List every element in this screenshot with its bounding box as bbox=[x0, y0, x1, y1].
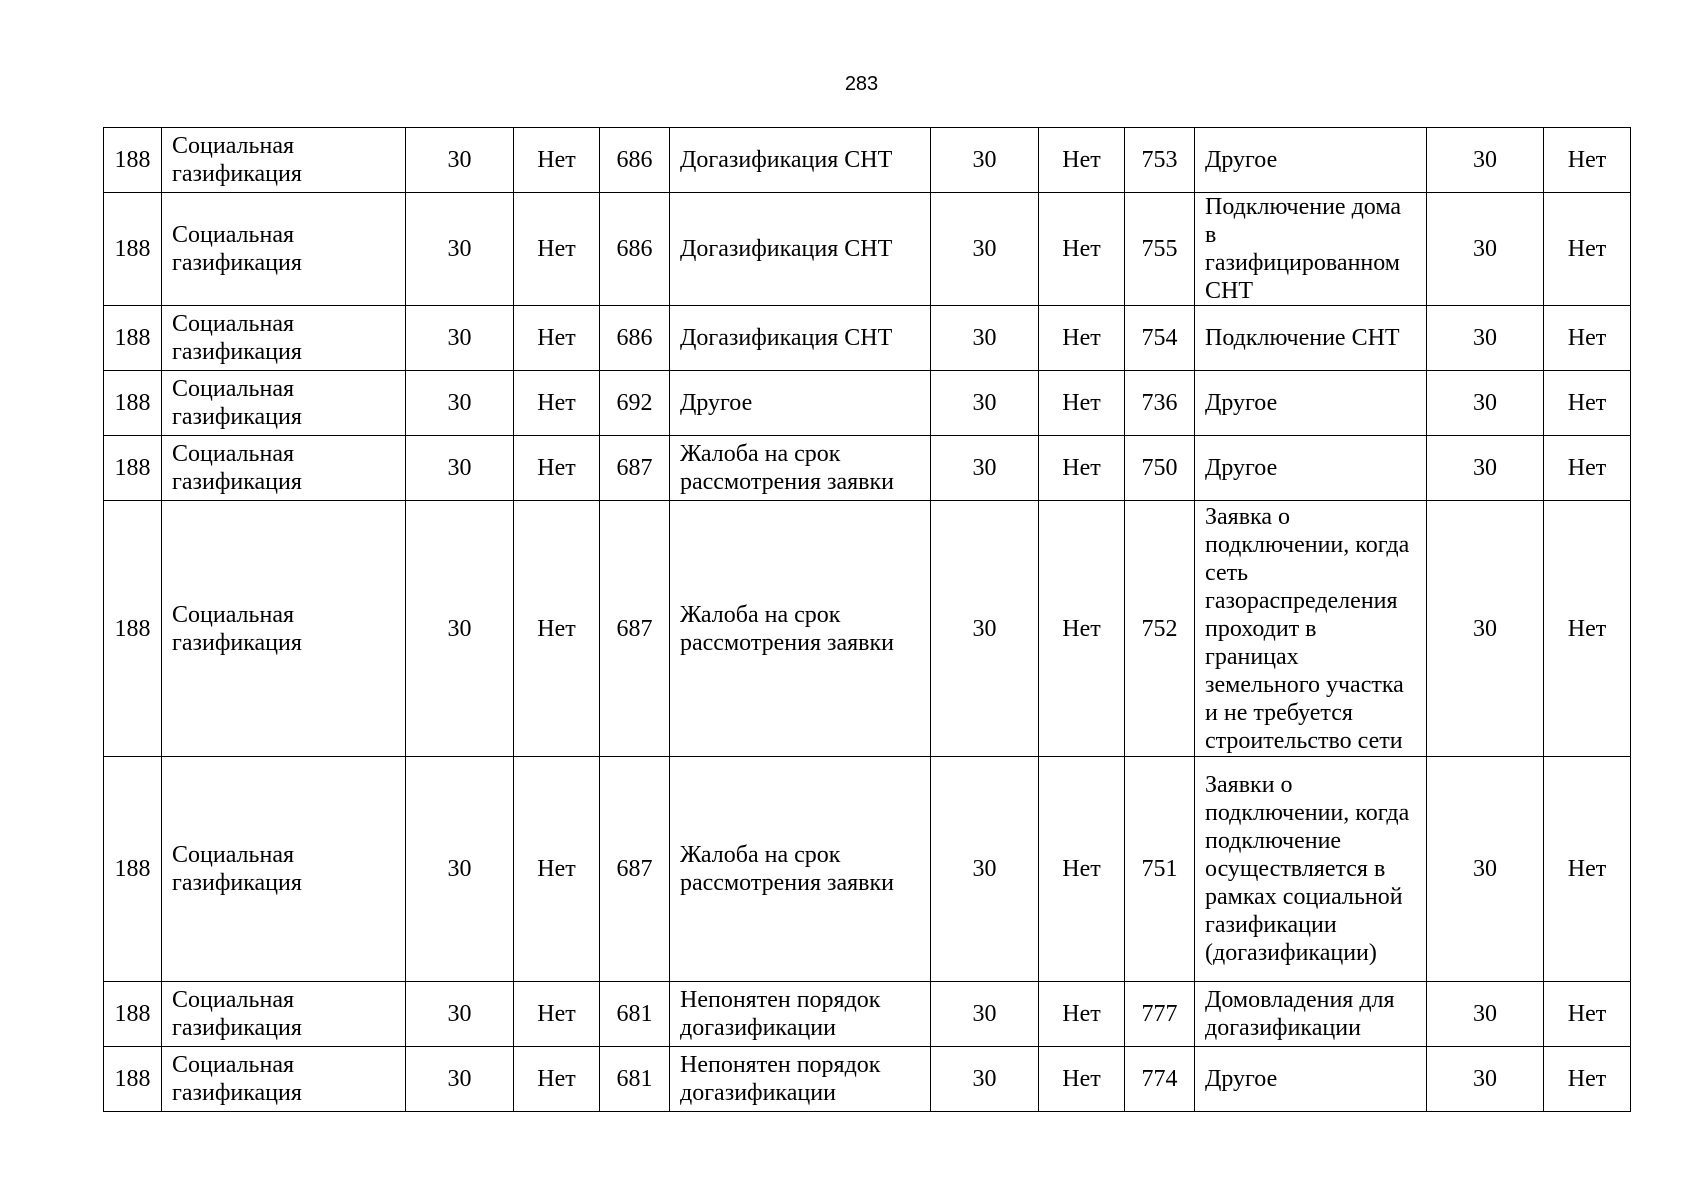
topic-flag: Нет bbox=[1039, 371, 1125, 436]
topic-flag: Нет bbox=[1039, 128, 1125, 193]
subtopic-days: 30 bbox=[1427, 306, 1544, 371]
category-flag: Нет bbox=[514, 306, 600, 371]
topic-flag: Нет bbox=[1039, 436, 1125, 501]
subtopic-days: 30 bbox=[1427, 757, 1544, 982]
category-code: 188 bbox=[104, 193, 162, 306]
subtopic-name: Домовладения для догазификации bbox=[1195, 982, 1427, 1047]
category-flag: Нет bbox=[514, 757, 600, 982]
category-flag: Нет bbox=[514, 371, 600, 436]
topic-code: 681 bbox=[600, 982, 670, 1047]
topic-flag: Нет bbox=[1039, 193, 1125, 306]
subtopic-code: 755 bbox=[1125, 193, 1195, 306]
category-days: 30 bbox=[406, 501, 514, 757]
topic-flag: Нет bbox=[1039, 501, 1125, 757]
category-days: 30 bbox=[406, 128, 514, 193]
category-name: Социальная газификация bbox=[162, 982, 406, 1047]
subtopic-days: 30 bbox=[1427, 982, 1544, 1047]
topic-name: Жалоба на срок рассмотрения заявки bbox=[670, 436, 931, 501]
table-row bbox=[104, 501, 1631, 757]
category-code: 188 bbox=[104, 436, 162, 501]
topic-flag: Нет bbox=[1039, 757, 1125, 982]
subtopic-flag: Нет bbox=[1544, 982, 1631, 1047]
subtopic-name: Другое bbox=[1195, 371, 1427, 436]
topic-name: Жалоба на срок рассмотрения заявки bbox=[670, 501, 931, 757]
topic-code: 686 bbox=[600, 193, 670, 306]
table-row bbox=[104, 1047, 1631, 1112]
category-name: Социальная газификация bbox=[162, 128, 406, 193]
table-row bbox=[104, 371, 1631, 436]
subtopic-days: 30 bbox=[1427, 1047, 1544, 1112]
category-days: 30 bbox=[406, 1047, 514, 1112]
topic-name: Непонятен порядок догазификации bbox=[670, 982, 931, 1047]
page-number: 283 bbox=[844, 73, 879, 95]
topic-name: Другое bbox=[670, 371, 931, 436]
category-code: 188 bbox=[104, 1047, 162, 1112]
subtopic-flag: Нет bbox=[1544, 128, 1631, 193]
table-row bbox=[104, 982, 1631, 1047]
classification-table bbox=[103, 127, 1631, 1112]
topic-name: Жалоба на срок рассмотрения заявки bbox=[670, 757, 931, 982]
subtopic-name: Подключение дома в газифицированном СНТ bbox=[1195, 193, 1427, 306]
subtopic-code: 754 bbox=[1125, 306, 1195, 371]
topic-code: 686 bbox=[600, 128, 670, 193]
subtopic-flag: Нет bbox=[1544, 757, 1631, 982]
topic-days: 30 bbox=[931, 193, 1039, 306]
category-flag: Нет bbox=[514, 436, 600, 501]
table-row bbox=[104, 193, 1631, 306]
subtopic-days: 30 bbox=[1427, 436, 1544, 501]
topic-flag: Нет bbox=[1039, 982, 1125, 1047]
topic-name: Догазификация СНТ bbox=[670, 306, 931, 371]
category-flag: Нет bbox=[514, 982, 600, 1047]
category-days: 30 bbox=[406, 371, 514, 436]
subtopic-name: Заявка о подключении, когда сеть газораспределения проходит в границах земельного участка и не требуется строительство сети bbox=[1195, 501, 1427, 757]
category-days: 30 bbox=[406, 306, 514, 371]
subtopic-flag: Нет bbox=[1544, 436, 1631, 501]
subtopic-days: 30 bbox=[1427, 501, 1544, 757]
topic-code: 692 bbox=[600, 371, 670, 436]
category-flag: Нет bbox=[514, 1047, 600, 1112]
category-flag: Нет bbox=[514, 193, 600, 306]
topic-code: 687 bbox=[600, 501, 670, 757]
subtopic-days: 30 bbox=[1427, 193, 1544, 306]
subtopic-flag: Нет bbox=[1544, 371, 1631, 436]
subtopic-flag: Нет bbox=[1544, 306, 1631, 371]
table-row bbox=[104, 128, 1631, 193]
subtopic-flag: Нет bbox=[1544, 501, 1631, 757]
subtopic-name: Другое bbox=[1195, 128, 1427, 193]
topic-days: 30 bbox=[931, 982, 1039, 1047]
topic-days: 30 bbox=[931, 371, 1039, 436]
category-code: 188 bbox=[104, 501, 162, 757]
topic-code: 687 bbox=[600, 757, 670, 982]
category-name: Социальная газификация bbox=[162, 436, 406, 501]
topic-name: Догазификация СНТ bbox=[670, 193, 931, 306]
subtopic-days: 30 bbox=[1427, 128, 1544, 193]
topic-code: 687 bbox=[600, 436, 670, 501]
category-days: 30 bbox=[406, 193, 514, 306]
topic-code: 686 bbox=[600, 306, 670, 371]
topic-flag: Нет bbox=[1039, 1047, 1125, 1112]
topic-name: Непонятен порядок догазификации bbox=[670, 1047, 931, 1112]
topic-days: 30 bbox=[931, 128, 1039, 193]
topic-days: 30 bbox=[931, 757, 1039, 982]
category-code: 188 bbox=[104, 306, 162, 371]
subtopic-code: 777 bbox=[1125, 982, 1195, 1047]
subtopic-name: Заявки о подключении, когда подключение осуществляется в рамках социальной газификации (догазификации) bbox=[1195, 757, 1427, 982]
topic-name: Догазификация СНТ bbox=[670, 128, 931, 193]
topic-days: 30 bbox=[931, 1047, 1039, 1112]
category-name: Социальная газификация bbox=[162, 193, 406, 306]
category-days: 30 bbox=[406, 436, 514, 501]
topic-days: 30 bbox=[931, 306, 1039, 371]
table-row bbox=[104, 436, 1631, 501]
subtopic-name: Другое bbox=[1195, 436, 1427, 501]
category-name: Социальная газификация bbox=[162, 1047, 406, 1112]
topic-days: 30 bbox=[931, 501, 1039, 757]
category-code: 188 bbox=[104, 128, 162, 193]
category-name: Социальная газификация bbox=[162, 757, 406, 982]
category-name: Социальная газификация bbox=[162, 306, 406, 371]
category-days: 30 bbox=[406, 982, 514, 1047]
category-name: Социальная газификация bbox=[162, 371, 406, 436]
table-row bbox=[104, 306, 1631, 371]
subtopic-code: 750 bbox=[1125, 436, 1195, 501]
subtopic-code: 774 bbox=[1125, 1047, 1195, 1112]
category-name: Социальная газификация bbox=[162, 501, 406, 757]
subtopic-flag: Нет bbox=[1544, 193, 1631, 306]
category-code: 188 bbox=[104, 982, 162, 1047]
category-flag: Нет bbox=[514, 128, 600, 193]
topic-flag: Нет bbox=[1039, 306, 1125, 371]
category-days: 30 bbox=[406, 757, 514, 982]
topic-code: 681 bbox=[600, 1047, 670, 1112]
subtopic-name: Подключение СНТ bbox=[1195, 306, 1427, 371]
category-code: 188 bbox=[104, 371, 162, 436]
category-code: 188 bbox=[104, 757, 162, 982]
subtopic-code: 753 bbox=[1125, 128, 1195, 193]
subtopic-flag: Нет bbox=[1544, 1047, 1631, 1112]
table-row bbox=[104, 757, 1631, 982]
subtopic-code: 752 bbox=[1125, 501, 1195, 757]
subtopic-name: Другое bbox=[1195, 1047, 1427, 1112]
category-flag: Нет bbox=[514, 501, 600, 757]
subtopic-code: 736 bbox=[1125, 371, 1195, 436]
subtopic-code: 751 bbox=[1125, 757, 1195, 982]
subtopic-days: 30 bbox=[1427, 371, 1544, 436]
topic-days: 30 bbox=[931, 436, 1039, 501]
